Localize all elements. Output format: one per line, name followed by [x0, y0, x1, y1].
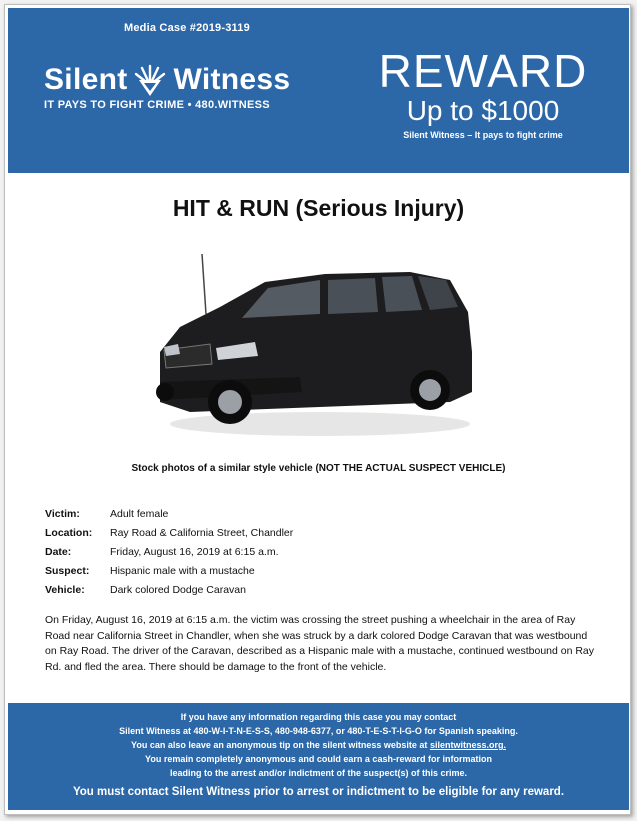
vehicle-photo [150, 252, 485, 442]
logo-word-witness: Witness [173, 63, 291, 96]
footer-line-text: You can also leave an anonymous tip on the silent witness website at [131, 740, 430, 750]
header-banner [8, 8, 629, 173]
footer-line: leading to the arrest and/or indictment of the suspect(s) of this crime. [169, 768, 468, 778]
detail-row-suspect [45, 561, 293, 580]
case-details [45, 504, 293, 599]
logo-tagline: IT PAYS TO FIGHT CRIME • 480.WITNESS [44, 99, 270, 111]
detail-row-location [45, 523, 293, 542]
media-case-label: Media Case #2019-3119 [124, 22, 250, 34]
detail-value: Ray Road & California Street, Chandler [110, 526, 294, 539]
detail-label: Date: [45, 545, 72, 558]
footer-line: Silent Witness at 480-W-I-T-N-E-S-S, 480-948-6377, or 480-T-E-S-T-I-G-O for Spanish speaking. [119, 726, 518, 736]
detail-label: Victim: [45, 507, 80, 520]
photo-caption: Stock photos of a similar style vehicle (NOT THE ACTUAL SUSPECT VEHICLE) [131, 463, 506, 474]
logo-word-silent: Silent [44, 63, 128, 96]
detail-label: Suspect: [45, 564, 90, 577]
reward-block [368, 45, 598, 140]
case-narrative: On Friday, August 16, 2019 at 6:15 a.m. the victim was crossing the street pushing a wheelchair in the area of Ray Road near California Street in Chandler, when she was struck by a dark colored Dodge Caravan that was westbound on Ray Road. The driver of the Caravan, described as a Hispanic male with a mustache, continued westbound on Ray Rd. and fled the area. There should be damage to the front of the vehicle. [45, 614, 595, 673]
detail-value: Hispanic male with a mustache [110, 564, 255, 577]
detail-row-victim [45, 504, 293, 523]
website-link[interactable]: silentwitness.org. [429, 740, 506, 750]
footer-line: You remain completely anonymous and could earn a cash-reward for information [145, 754, 492, 764]
detail-row-date [45, 542, 293, 561]
detail-label: Vehicle: [45, 583, 85, 596]
reward-amount: Up to $1000 [406, 95, 560, 126]
reward-eligibility-notice: You must contact Silent Witness prior to arrest or indictment to be eligible for any reward. [72, 786, 565, 798]
footer-line [8, 738, 629, 752]
detail-value: Adult female [110, 507, 169, 520]
shield-icon [133, 63, 167, 97]
footer-line: If you have any information regarding this case you may contact [180, 712, 457, 722]
reward-title: REWARD [378, 45, 588, 97]
detail-label: Location: [45, 526, 93, 539]
detail-value: Dark colored Dodge Caravan [110, 583, 246, 596]
case-headline: HIT & RUN (Serious Injury) [172, 195, 465, 221]
detail-value: Friday, August 16, 2019 at 6:15 a.m. [110, 545, 279, 558]
reward-subtitle: Silent Witness – It pays to fight crime [403, 130, 563, 140]
footer-banner [8, 703, 629, 810]
detail-row-vehicle [45, 580, 293, 599]
silent-witness-logo [44, 63, 344, 111]
